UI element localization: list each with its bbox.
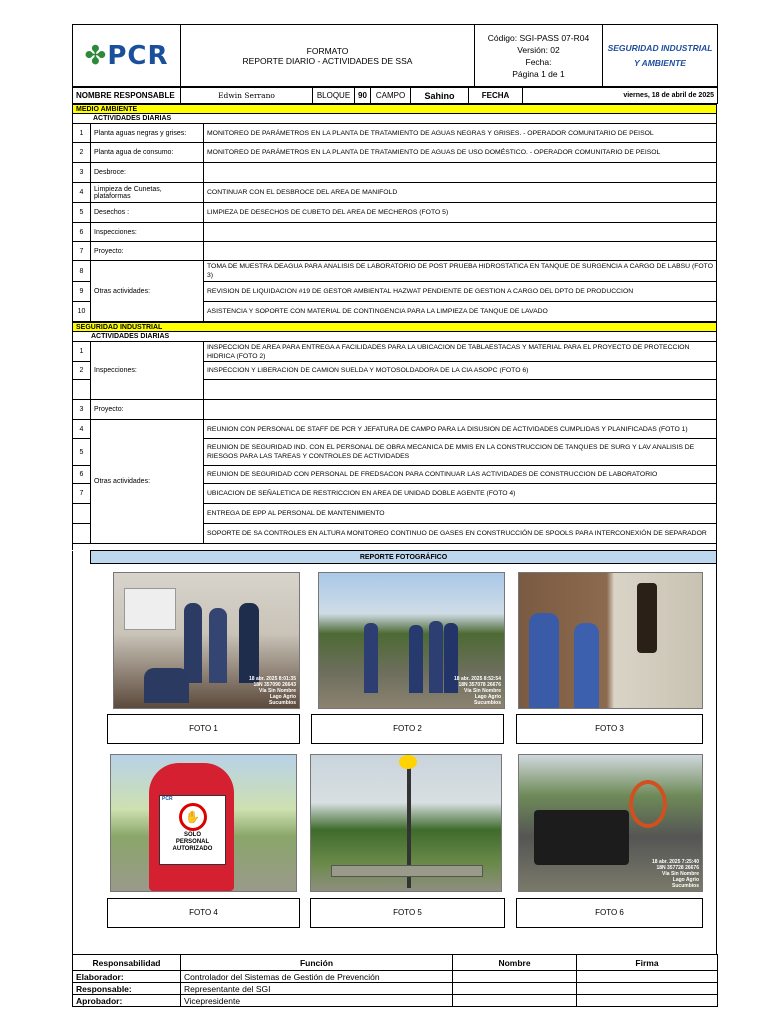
row-activity — [204, 380, 717, 400]
photo-caption-2: FOTO 2 — [311, 714, 504, 744]
field-value: Sahino — [411, 88, 469, 104]
photo-caption-6: FOTO 6 — [516, 898, 703, 928]
row-number: 5 — [73, 203, 91, 223]
row-number: 4 — [73, 183, 91, 203]
person — [409, 625, 423, 693]
row-activity: TOMA DE MUESTRA DEAGUA PARA ANALISIS DE LABORATORIO DE POST PRUEBA HIDROSTATICA EN TANQUE DE SURGENCIA A CARGO DE LABSU (FOTO 3) — [204, 261, 717, 282]
row-number: 7 — [73, 242, 91, 261]
footer-signature — [577, 971, 718, 983]
row-category: Proyecto: — [91, 400, 204, 420]
photo-caption-5: FOTO 5 — [310, 898, 505, 928]
row-activity: REVISION DE LIQUIDACION #19 DE GESTOR AMBIENTAL HAZWAT PENDIENTE DE GESTION A CARGO DEL DPTO DE PRODUCCION — [204, 282, 717, 302]
restriction-sign — [159, 795, 226, 865]
footer-function: Controlador del Sistemas de Gestión de Prevención — [181, 971, 453, 983]
row-number: 4 — [73, 420, 91, 439]
row-activity: SOPORTE DE SA CONTROLES EN ALTURA MONITOREO CONTINUO DE GASES EN CONSTRUCCIÓN DE SPOOLS PARA INTERCONEXIÓN DE SEPARADOR — [204, 524, 717, 544]
row-activity — [204, 163, 717, 183]
row-number: 3 — [73, 400, 91, 420]
row-category: Proyecto: — [91, 242, 204, 261]
flare-flame — [399, 755, 417, 769]
person — [209, 608, 227, 683]
approval-table — [72, 954, 718, 1007]
row-activity — [204, 242, 717, 261]
format-label: FORMATO — [306, 45, 349, 56]
env-section-title: MEDIO AMBIENTE — [73, 105, 717, 114]
environment-table — [72, 104, 717, 322]
row-activity: REUNION DE SEGURIDAD IND. CON EL PERSONAL DE OBRA MECANICA DE MMIS EN LA CONSTRUCCION DE TANQUES DE SURG Y LAV ANALISIS DE RIESGOS PARA LAS TAREAS Y CONTROLES DE ACTIVIDADES — [204, 439, 717, 466]
photo-caption-3: FOTO 3 — [516, 714, 703, 744]
row-category: Limpieza de Cunetas, plataformas — [91, 183, 204, 203]
row-category: Desbroce: — [91, 163, 204, 183]
safety-insp-label: Inspecciones: — [91, 342, 204, 400]
col-function: Función — [181, 955, 453, 971]
sign-text: PERSONAL — [175, 839, 210, 845]
row-number: 6 — [73, 223, 91, 242]
sample-bottle — [637, 583, 657, 653]
row-activity: ENTREGA DE EPP AL PERSONAL DE MANTENIMIENTO — [204, 504, 717, 524]
row-number: 3 — [73, 163, 91, 183]
field-label: CAMPO — [371, 88, 411, 104]
row-number: 10 — [73, 302, 91, 322]
row-activity: REUNION DE SEGURIDAD CON PERSONAL DE FREDSACON PARA CONTINUAR LAS ACTIVIDADES DE CONSTRUCCION DE LABORATORIO — [204, 466, 717, 484]
doc-date-label: Fecha: — [525, 56, 552, 67]
row-activity: REUNION CON PERSONAL DE STAFF DE PCR Y JEFATURA DE CAMPO PARA LA DISUSION DE ACTIVIDADES CUMPLIDAS Y PLANIFICADAS (FOTO 1) — [204, 420, 717, 439]
col-responsibility: Responsabilidad — [73, 955, 181, 971]
block-label: BLOQUE — [313, 88, 355, 104]
footer-name — [453, 971, 577, 983]
header-table — [72, 24, 718, 87]
doc-page: Página 1 de 1 — [512, 68, 565, 79]
date-label: FECHA — [469, 88, 523, 104]
env-other-label: Otras actividades: — [91, 261, 204, 322]
sign-text: SOLO — [183, 832, 201, 838]
row-activity — [204, 400, 717, 420]
photo-4 — [110, 754, 297, 892]
row-number: 5 — [73, 439, 91, 466]
person — [429, 621, 443, 693]
row-category: Planta agua de consumo: — [91, 143, 204, 163]
footer-name — [453, 995, 577, 1007]
footer-signature — [577, 995, 718, 1007]
env-sub-title: ACTIVIDADES DIARIAS — [73, 114, 717, 124]
row-activity: CONTINUAR CON EL DESBROCE DEL AREA DE MANIFOLD — [204, 183, 717, 203]
footer-role: Elaborador: — [73, 971, 181, 983]
row-activity: INSPECCION DE AREA PARA ENTREGA A FACILIDADES PARA LA UBICACION DE TABLAESTACAS Y MATERIAL PARA EL PROYECTO DE PROTECCION HIDRICA (FOTO 2) — [204, 342, 717, 362]
col-signature: Firma — [577, 955, 718, 971]
responsible-label: NOMBRE RESPONSABLE — [73, 88, 181, 104]
row-number — [73, 504, 91, 524]
footer-function: Vicepresidente — [181, 995, 453, 1007]
row-number: 6 — [73, 466, 91, 484]
row-number: 2 — [73, 143, 91, 163]
photo-report-header — [72, 550, 717, 564]
welding-machine — [534, 810, 629, 865]
person-seated — [144, 668, 189, 703]
footer-name — [453, 983, 577, 995]
person — [239, 603, 259, 683]
row-category: Planta aguas negras y grises: — [91, 124, 204, 143]
safety-other-label: Otras actividades: — [91, 420, 204, 544]
person — [574, 623, 599, 708]
containment-wall — [331, 865, 483, 877]
photo-timestamp: 18 abr. 2025 8:52:54 18N 357078 26676 Vía Sin Nombre Lago Agrio Sucumbíos — [454, 676, 501, 706]
no-entry-icon: ✋ — [179, 803, 207, 831]
row-number: 8 — [73, 261, 91, 282]
photo-report-title: REPORTE FOTOGRÁFICO — [91, 551, 717, 564]
photo-caption-4: FOTO 4 — [107, 898, 300, 928]
photo-3 — [518, 572, 703, 709]
photo-2 — [318, 572, 505, 709]
report-page — [72, 24, 717, 1007]
row-category: Inspecciones: — [91, 223, 204, 242]
footer-function: Representante del SGI — [181, 983, 453, 995]
photo-grid — [72, 564, 717, 954]
logo-cell — [73, 25, 181, 87]
row-activity: MONITOREO DE PARÁMETROS EN LA PLANTA DE TRATAMIENTO DE AGUAS NEGRAS Y GRISES. - OPERADOR COMUNITARIO DE PEISOL — [204, 124, 717, 143]
sign-text: AUTORIZADO — [172, 846, 213, 852]
row-activity: ASISTENCIA Y SOPORTE CON MATERIAL DE CONTINGENCIA PARA LA LIMPIEZA DE TANQUE DE LAVADO — [204, 302, 717, 322]
row-number: 1 — [73, 124, 91, 143]
date-value: viernes, 18 de abril de 2025 — [523, 88, 718, 104]
row-category: Desechos : — [91, 203, 204, 223]
row-number — [73, 524, 91, 544]
row-activity: MONITOREO DE PARÁMETROS EN LA PLANTA DE TRATAMIENTO DE AGUAS DE USO DOMÉSTICO. - OPERADOR COMUNITARIO DE PEISOL — [204, 143, 717, 163]
row-number: 9 — [73, 282, 91, 302]
row-activity: UBICACION DE SEÑALETICA DE RESTRICCION EN AREA DE UNIDAD DOBLE AGENTE (FOTO 4) — [204, 484, 717, 504]
col-name: Nombre — [453, 955, 577, 971]
hose-coil — [629, 780, 667, 828]
photo-caption-1: FOTO 1 — [107, 714, 300, 744]
doc-code: Código: SGI-PASS 07-R04 — [487, 32, 590, 43]
safety-section-title: SEGURIDAD INDUSTRIAL — [73, 323, 717, 332]
person — [364, 623, 378, 693]
photo-5 — [310, 754, 502, 892]
row-number: 1 — [73, 342, 91, 362]
pcr-logo: ✤PCR — [84, 40, 169, 71]
person — [529, 613, 559, 708]
block-value: 90 — [355, 88, 371, 104]
photo-timestamp: 18 abr. 2025 8:01:35 18N 357090 26643 Vía Sin Nombre Lago Agrio Sucumbíos — [249, 676, 296, 706]
row-number: 7 — [73, 484, 91, 504]
sign-brand: PCR — [162, 796, 173, 802]
doc-version: Versión: 02 — [517, 44, 560, 55]
responsible-name: Edwin Serrano — [181, 88, 313, 104]
photo-timestamp: 18 abr. 2025 7:25:40 18N 357728 26676 Vía Sin Nombre Lago Agrio Sucumbíos — [652, 859, 699, 889]
doc-meta-cell — [475, 25, 603, 87]
blank-cell — [73, 551, 91, 564]
safety-sub-title: ACTIVIDADES DIARIAS — [73, 332, 717, 342]
safety-table — [72, 322, 717, 544]
format-title-cell — [181, 25, 475, 87]
department-title: SEGURIDAD INDUSTRIAL Y AMBIENTE — [603, 25, 718, 87]
report-title: REPORTE DIARIO - ACTIVIDADES DE SSA — [242, 55, 413, 66]
footer-role: Aprobador: — [73, 995, 181, 1007]
info-table — [72, 87, 718, 104]
footer-role: Responsable: — [73, 983, 181, 995]
row-activity: INSPECCION Y LIBERACION DE CAMION SUELDA Y MOTOSOLDADORA DE LA CIA ASOPC (FOTO 6) — [204, 362, 717, 380]
photo-6 — [518, 754, 703, 892]
row-activity: LIMPIEZA DE DESECHOS DE CUBETO DEL AREA DE MECHEROS (FOTO 5) — [204, 203, 717, 223]
row-activity — [204, 223, 717, 242]
photo-1 — [113, 572, 300, 709]
row-number: 2 — [73, 362, 91, 380]
whiteboard — [124, 588, 176, 630]
footer-signature — [577, 983, 718, 995]
row-number — [73, 380, 91, 400]
